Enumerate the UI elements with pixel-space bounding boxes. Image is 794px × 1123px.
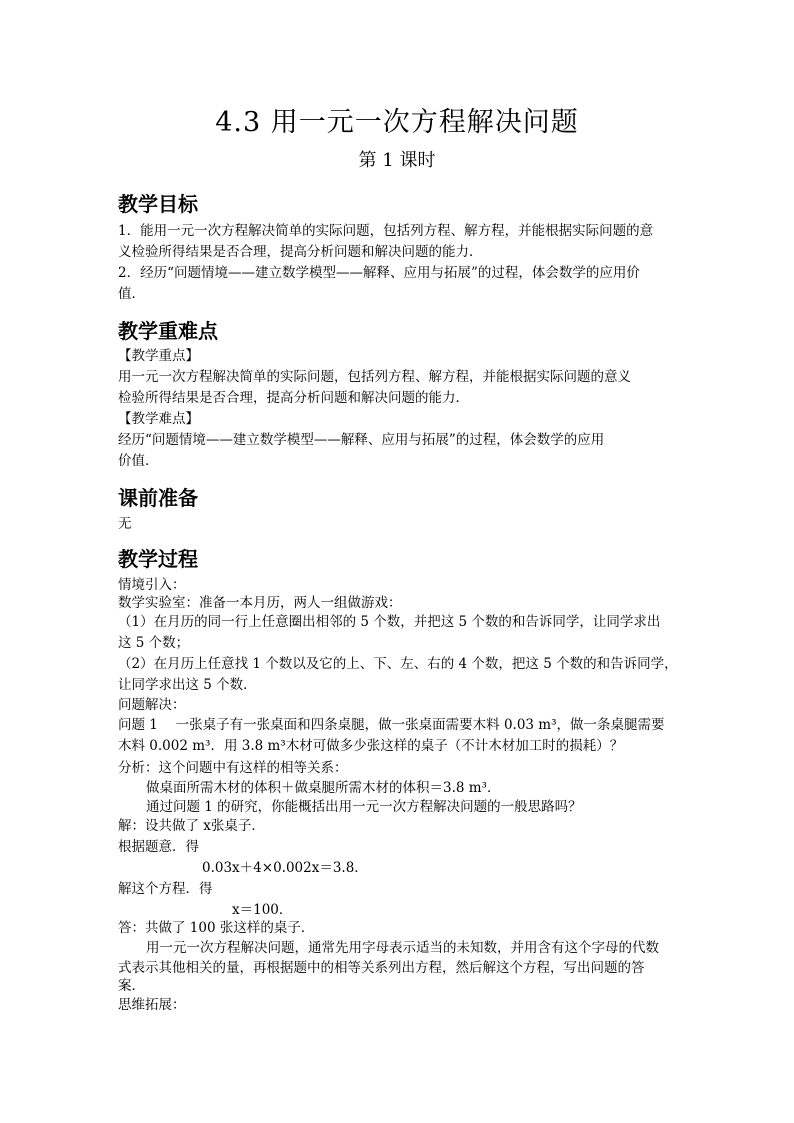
process-line: 数学实验室：准备一本月历，两人一组做游戏： (118, 595, 402, 611)
keypoints-line: 经历“问题情境——建立数学模型——解释、应用与拓展”的过程，体会数学的应用 (118, 432, 605, 448)
process-line: 这 5 个数； (118, 635, 190, 651)
problem-1-line: 问题 1 一张桌子有一张桌面和四条桌腿，做一张桌面需要木料 0.03 m³，做一条桌腿需要 (118, 717, 665, 733)
solution-line: 解这个方程．得 (118, 881, 213, 897)
page-title: 4.3 用一元一次方程解决问题 (215, 107, 579, 138)
process-line: 问题解决： (118, 697, 186, 713)
keypoints-line: 价值． (118, 453, 159, 469)
method-summary: 用一元一次方程解决问题，通常先用字母表示适当的未知数，并用含有这个字母的代数 (146, 940, 659, 956)
problem-1-line: 木料 0.002 m³．用 3.8 m³木材可做多少张这样的桌子（不计木材加工时的损耗）？ (118, 738, 624, 754)
keypoints-line: 用一元一次方程解决简单的实际问题，包括列方程、解方程，并能根据实际问题的意义 (118, 369, 631, 385)
goals-line: 1．能用一元一次方程解决简单的实际问题，包括列方程、解方程，并能根据实际问题的意 (118, 223, 654, 239)
goals-line: 值． (118, 286, 145, 302)
section-heading-process: 教学过程 (118, 547, 198, 571)
reflection-question: 通过问题 1 的研究，你能概括出用一元一次方程解决问题的一般思路吗？ (146, 799, 582, 815)
page-subtitle: 第 1 课时 (358, 150, 436, 171)
section-heading-prep: 课前准备 (118, 486, 198, 510)
answer-line: 答：共做了 100 张这样的桌子． (118, 920, 315, 936)
equation: 0.03x＋4×0.002x＝3.8． (202, 860, 368, 876)
method-summary: 式表示其他相关的量，再根据题中的相等关系列出方程，然后解这个方程，写出问题的答 (118, 960, 645, 976)
goals-line: 2．经历“问题情境——建立数学模型——解释、应用与拓展”的过程，体会数学的应用价 (118, 265, 640, 281)
process-line: 情境引入： (118, 577, 186, 593)
solution-line: 根据题意．得 (118, 839, 199, 855)
solution-line: 解：设共做了 x张桌子． (118, 818, 265, 834)
equation-result: x＝100． (232, 902, 293, 918)
process-line: （2）在月历上任意找 1 个数以及它的上、下、左、右的 4 个数，把这 5 个数的和告诉同学， (118, 656, 678, 672)
method-summary: 案． (118, 978, 145, 994)
section-heading-keypoints: 教学重难点 (118, 319, 218, 343)
section-heading-goals: 教学目标 (118, 192, 198, 216)
goals-line: 义检验所得结果是否合理，提高分析问题和解决问题的能力． (118, 244, 483, 260)
keypoints-line: 【教学难点】 (118, 411, 199, 427)
equality-relation: 做桌面所需木材的体积＋做桌腿所需木材的体积＝3.8 m³． (146, 780, 501, 796)
process-line: 让同学求出这 5 个数． (118, 677, 257, 693)
keypoints-line: 检验所得结果是否合理，提高分析问题和解决问题的能力． (118, 390, 469, 406)
prep-line: 无 (118, 516, 132, 532)
analysis-line: 分析：这个问题中有这样的相等关系： (118, 760, 348, 776)
thinking-extension-label: 思维拓展： (118, 997, 186, 1013)
keypoints-line: 【教学重点】 (118, 348, 199, 364)
process-line: （1）在月历的同一行上任意圈出相邻的 5 个数，并把这 5 个数的和告诉同学，让同学求出 (118, 614, 661, 630)
